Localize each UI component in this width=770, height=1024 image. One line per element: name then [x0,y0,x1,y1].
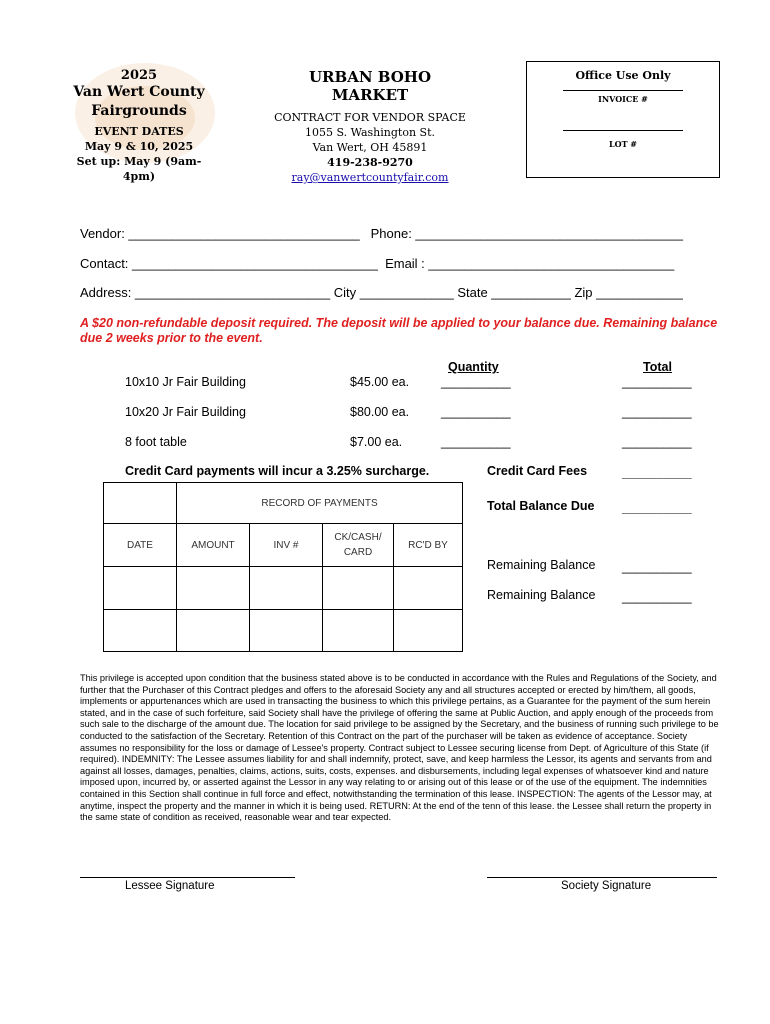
table-cell[interactable] [177,610,250,652]
invoice-line[interactable] [563,90,683,91]
address-line2: Van Wert, OH 45891 [312,141,428,154]
item-name: 8 foot table [125,435,187,449]
invoice-label: INVOICE # [598,94,648,104]
society-signature-line[interactable] [487,877,717,878]
surcharge-note: Credit Card payments will incur a 3.25% surcharge. [125,464,430,478]
contact-email-link[interactable]: ray@vanwertcountyfair.com [291,171,449,184]
lot-label: LOT # [608,139,638,149]
item-price: $80.00 ea. [350,405,410,419]
lessee-signature-label: Lessee Signature [125,880,215,892]
remaining-balance-label: Remaining Balance [487,588,596,602]
remaining-balance-blank[interactable]: __________ [622,590,692,604]
fair-name-line1: Van Wert County [73,84,205,100]
table-cell[interactable] [177,567,250,610]
col-header-amount: AMOUNT [177,524,250,567]
table-cell[interactable] [104,567,177,610]
table-cell[interactable] [323,567,394,610]
fair-name-line2: Fairgrounds [91,103,187,119]
item-quantity-blank[interactable]: __________ [441,435,511,449]
table-cell[interactable] [250,567,323,610]
table-cell[interactable] [104,610,177,652]
col-header-rcd-by: RC'D BY [394,524,463,567]
address-line1: 1055 S. Washington St. [305,126,435,139]
office-use-box [526,61,720,178]
total-header: Total [643,360,672,374]
item-quantity-blank[interactable]: __________ [441,405,511,419]
office-use-title: Office Use Only [575,69,671,82]
lot-line[interactable] [563,130,683,131]
address-field[interactable]: Address: ___________________________ City _____________ State ___________ Zip ____________ [80,285,683,300]
total-balance-due-blank[interactable]: __________ [622,501,692,515]
contact-email-field[interactable]: Contact: __________________________________ Email : __________________________________ [80,256,675,271]
fair-info [64,68,214,184]
contract-subtitle: CONTRACT FOR VENDOR SPACE [274,111,466,124]
credit-card-fees-blank[interactable]: __________ [622,466,692,480]
table-cell[interactable] [104,483,177,524]
item-total-blank[interactable]: __________ [622,405,692,419]
remaining-balance-label: Remaining Balance [487,558,596,572]
event-dates-label: EVENT DATES [94,125,184,138]
col-header-ck-cash-card: CK/CASH/ CARD [323,524,394,567]
col-header-date: DATE [104,524,177,567]
table-cell[interactable] [394,610,463,652]
item-quantity-blank[interactable]: __________ [441,375,511,389]
item-name: 10x10 Jr Fair Building [125,375,246,389]
table-row [104,610,463,652]
event-dates: May 9 & 10, 2025 [84,140,194,153]
table-row [104,567,463,610]
quantity-header: Quantity [448,360,499,374]
fair-year: 2025 [120,68,158,83]
vendor-phone-field[interactable]: Vendor: ________________________________ Phone: _____________________________________ [80,226,683,241]
society-signature-label: Society Signature [561,880,652,892]
total-balance-due-label: Total Balance Due [487,499,595,513]
remaining-balance-blank[interactable]: __________ [622,560,692,574]
setup-time: Set up: May 9 (9am-4pm) [76,155,202,183]
record-of-payments-table [103,482,463,652]
table-cell[interactable] [250,610,323,652]
deposit-notice: A $20 non-refundable deposit required. The deposit will be applied to your balance due. Remaining balance due 2 weeks prior to the event. [80,316,718,345]
item-total-blank[interactable]: __________ [622,435,692,449]
contact-phone: 419-238-9270 [327,156,413,169]
item-price: $45.00 ea. [350,375,410,389]
item-total-blank[interactable]: __________ [622,375,692,389]
credit-card-fees-label: Credit Card Fees [487,464,588,478]
lessee-signature-line[interactable] [80,877,295,878]
col-header-inv: INV # [250,524,323,567]
table-cell[interactable] [323,610,394,652]
item-price: $7.00 ea. [350,435,403,449]
event-title: URBAN BOHO MARKET [308,68,432,104]
table-cell[interactable] [394,567,463,610]
event-header [270,68,470,185]
payments-title: RECORD OF PAYMENTS [177,483,463,524]
item-name: 10x20 Jr Fair Building [125,405,246,419]
terms-paragraph: This privilege is accepted upon condition that the business stated above is to be conducted in accordance with the Rules and Regulations of the Society, and further that the Purchaser of this Contract pledges and offers to the aforesaid Society any and all structures accepted or erected by him/them, all goods, implements or appurtenances which are used in transacting the business to which this privilege pertains, as a Guarantee for the payment of the sum herein stated, and in the case of such forfeiture, said Society shall have the privilege of offering the same at Public Auction, and apply enough of the proceeds from such sale to the discharge of the amount due. The location for said privilege to be assigned by the Secretary, and the business of running such privilege to be conducted to the satisfaction of the Secretary. Retention of this Contract on the part of the purchaser will be taken as evidence of acceptance. Society assumes no responsibility for the loss or damage of Lessee's property. Contract subject to Lessee securing license from Dept. of Agriculture of this State (if required). INDEMNITY: The Lessee assumes liability for and shall indemnify, protect, save, and keep harmless the Lessor, its agents and servants from and against all losses, damages, penalties, claims, actions, suits, costs, expenses. and disbursements, including legal expenses of whatsoever kind and nature imposed upon, incurred by, or asserted against the Lessor in any way relating to or arising out of this lease or of the use of the equipment. The indemnities contained in this Section shall continue in full force and effect, notwithstanding the termination of this lease. INSPECTION: The agents of the Lessor may, at anytime, inspect the property and the manner in which it is being used. RETURN: At the end of the tenn of this lease. the Lessee shall return the property in the same state of condition as received, reasonable wear and tear expected. [80,673,719,823]
